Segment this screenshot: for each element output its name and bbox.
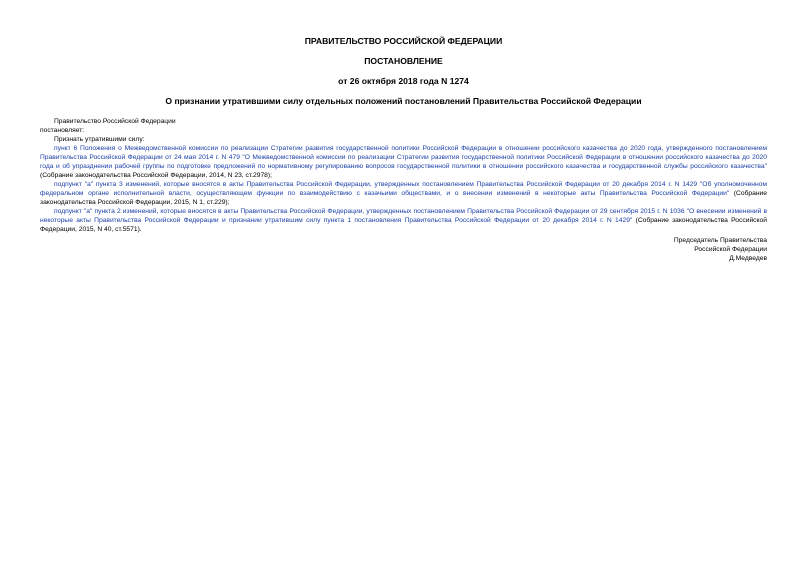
citation-source: (Собрание законодательства Российской Федерации, 2014, N 23, ст.2978); — [40, 172, 272, 179]
list-item — [40, 180, 767, 207]
signatory-org: Российской Федерации — [694, 246, 767, 254]
signatory-title: Председатель Правительства — [673, 237, 767, 244]
citation-source: (Собрание законодательства Российской Федерации, 2015, N 1, ст.229); — [40, 190, 767, 206]
issuing-authority: ПРАВИТЕЛЬСТВО РОССИЙСКОЙ ФЕДЕРАЦИИ — [304, 36, 503, 46]
citation-source: (Собрание законодательства Российской Федерации, 2015, N 40, ст.5571). — [40, 217, 767, 233]
list-item — [40, 144, 767, 180]
document-link[interactable]: подпункт "а" пункта 2 изменений, которые вносятся в акты Правительства Российской Федерации, утвержденных постановлением Правительства Российской Федерации от 29 сентября 2015 г. N 1036 "О внесении изменений в некоторые акты Правительства Российской Федерации и признании утратившим силу пункта 1 постановления Правительства Российской Федерации от 20 декабря 2014 г. N 1429" — [40, 208, 767, 224]
signatory-name: Д.Медведев — [729, 255, 767, 263]
intro-decree-word: постановляет: — [40, 127, 85, 134]
document-date-number: от 26 октября 2018 года N 1274 — [338, 76, 469, 86]
intro-line: Правительство Российской Федерации — [54, 118, 176, 125]
document-body — [40, 117, 767, 234]
document-link[interactable]: пункт 6 Положения о Межведомственной комиссии по реализации Стратегии развития государственной политики Российской Федерации в отношении российского казачества до 2020 года, утвержденного постановлением Правительства Российской Федерации от 24 мая 2014 г. N 479 "О Межведомственной комиссии по реализации Стратегии развития государственной политики Российской Федерации в отношении российского казачества до 2020 года и об упразднении рабочей группы по подготовке предложений по нормативному регулированию вопросов государственной политики в отношении российского казачества и государственной службы российского казачества" — [40, 145, 767, 170]
document-page — [40, 36, 767, 264]
document-subject: О признании утратившими силу отдельных положений постановлений Правительства Российской Федерации — [165, 96, 642, 106]
signature-block — [40, 236, 767, 264]
document-link[interactable]: подпункт "а" пункта 3 изменений, которые вносятся в акты Правительства Российской Федерации, утвержденных постановлением Правительства Российской Федерации от 20 декабря 2014 г. N 1429 "Об уполномоченном федеральном органе исполнительной власти, осуществляющем функции по взаимодействию с казачьими обществами, и о внесении изменений в некоторые акты Правительства Российской Федерации" — [40, 181, 767, 197]
document-type: ПОСТАНОВЛЕНИЕ — [364, 56, 443, 66]
decision-line: Признать утратившими силу: — [54, 136, 145, 143]
list-item — [40, 207, 767, 234]
